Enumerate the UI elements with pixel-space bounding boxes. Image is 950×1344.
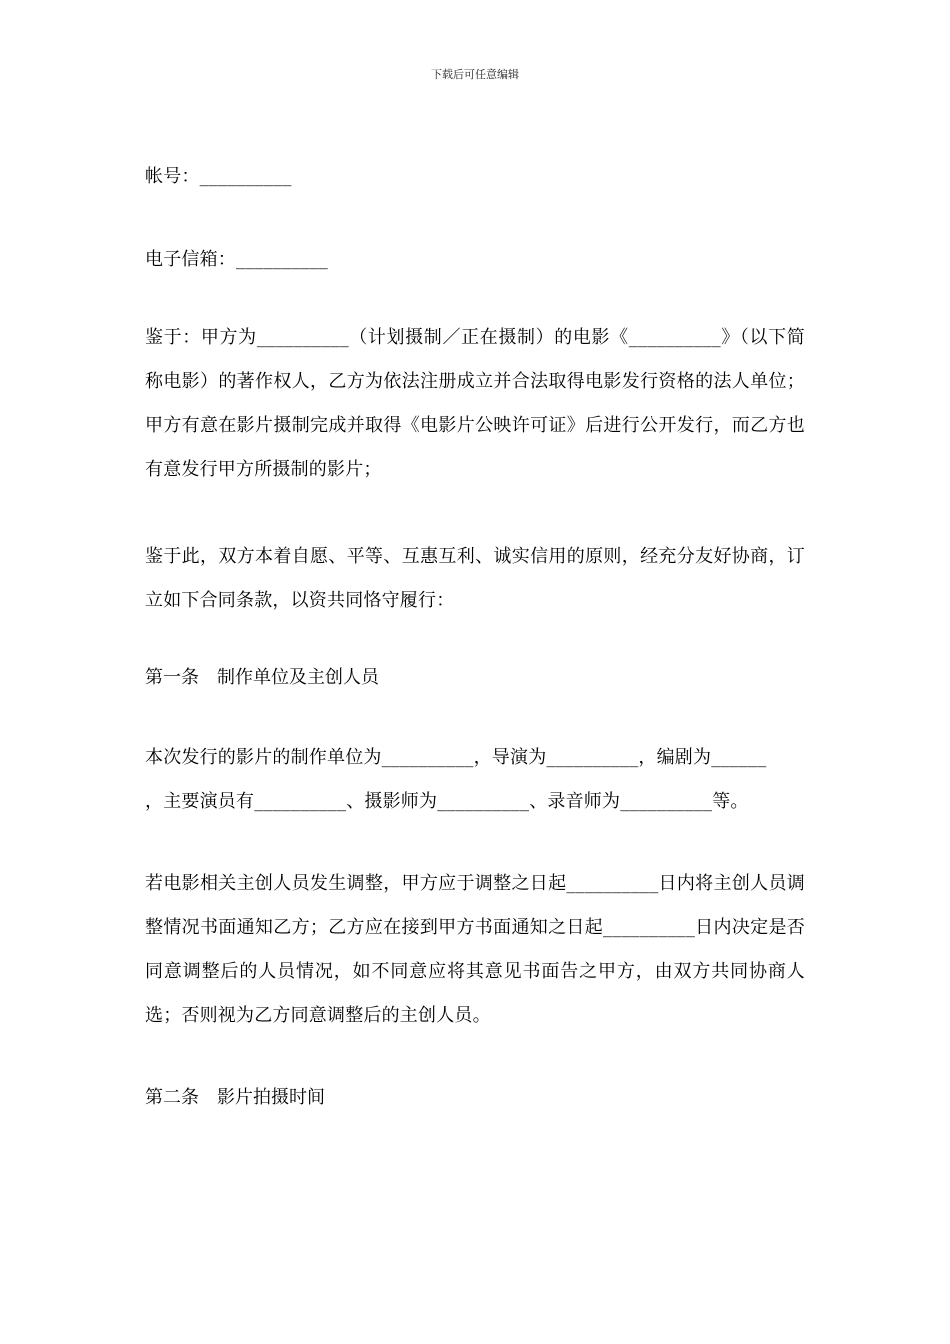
page-header: 下载后可任意编辑 xyxy=(431,68,519,81)
article-1-line-2: ，主要演员有__________、摄影师为__________、录音师为__________等。 xyxy=(145,791,749,812)
email-field xyxy=(145,238,805,282)
article-2-heading xyxy=(145,1076,805,1120)
article-1-title: 第一条 制作单位及主创人员 xyxy=(145,667,379,688)
agreement-paragraph xyxy=(145,535,805,623)
whereas-paragraph xyxy=(145,316,805,492)
article-2-title: 第二条 影片拍摄时间 xyxy=(145,1087,325,1108)
email-label: 电子信箱：__________ xyxy=(145,249,328,270)
agreement-text: 鉴于此，双方本着自愿、平等、互惠互利、诚实信用的原则，经充分友好协商，订立如下合同条款，以资共同恪守履行： xyxy=(145,546,805,611)
article-1-line-1: 本次发行的影片的制作单位为__________，导演为__________，编剧为______ xyxy=(145,747,767,768)
article-1-adjust-paragraph xyxy=(145,862,805,1038)
whereas-text: 鉴于：甲方为__________（计划摄制／正在摄制）的电影《__________》（以下简称电影）的著作权人，乙方为依法注册成立并合法取得电影发行资格的法人单位；甲方有意在影片摄制完成并取得《电影片公映许可证》后进行公开发行，而乙方也有意发行甲方所摄制的影片； xyxy=(145,327,805,480)
article-1-adjust-text: 若电影相关主创人员发生调整，甲方应于调整之日起__________日内将主创人员调整情况书面通知乙方；乙方应在接到甲方书面通知之日起__________日内决定是否同意调整后的人员情况，如不同意应将其意见书面告之甲方，由双方共同协商人选；否则视为乙方同意调整后的主创人员。 xyxy=(145,873,805,1026)
article-1-heading xyxy=(145,656,805,700)
account-label: 帐号：__________ xyxy=(145,166,292,187)
article-1-staff-paragraph xyxy=(145,736,805,824)
account-field xyxy=(145,155,805,199)
